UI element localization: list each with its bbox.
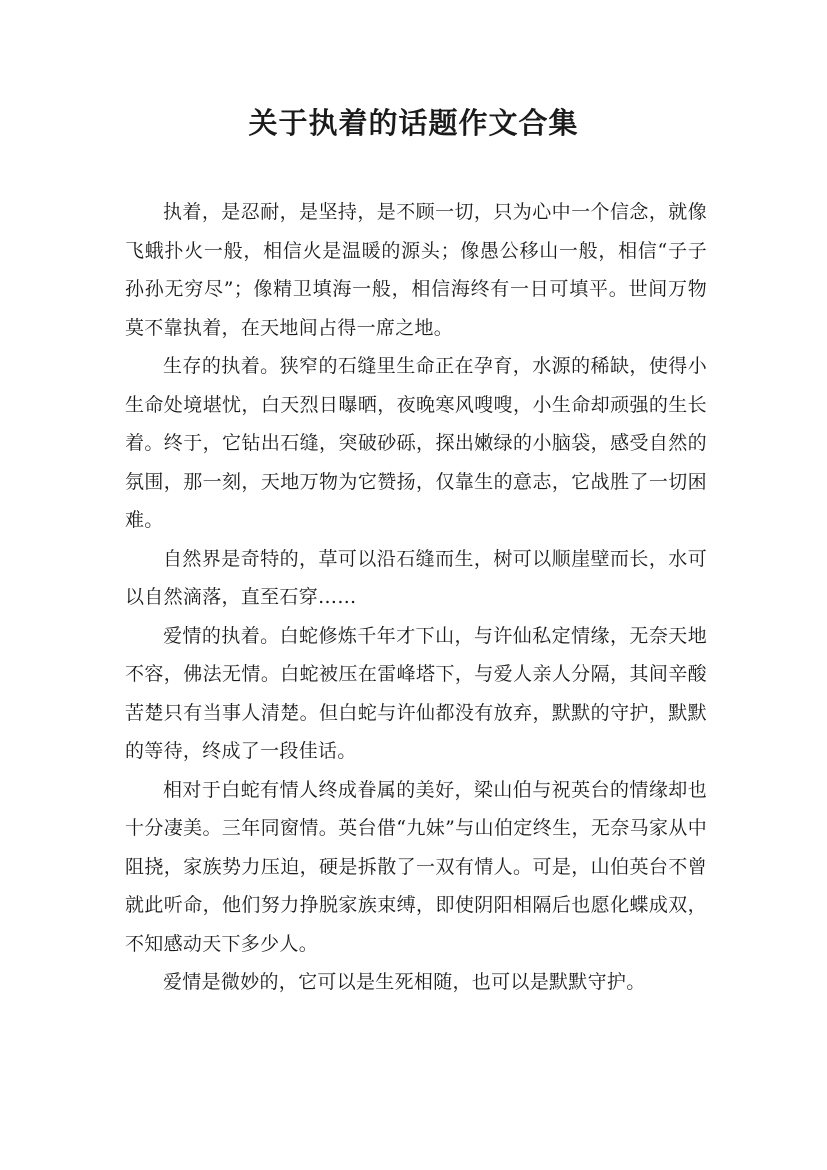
document-title: 关于执着的话题作文合集: [248, 106, 579, 140]
paragraph: 执着，是忍耐，是坚持，是不顾一切，只为心中一个信念，就像飞蛾扑火一般，相信火是温暖的源头；像愚公移山一般，相信“子子孙孙无穷尽”；像精卫填海一般，相信海终有一日可填平。世间万物莫不靠执着，在天地间占得一席之地。: [125, 201, 707, 339]
document-body: [125, 193, 707, 1002]
paragraph: 自然界是奇特的，草可以沿石缝而生，树可以顺崖壁而长，水可以自然滴落，直至石穿……: [125, 547, 707, 608]
paragraph: 爱情是微妙的，它可以是生死相随，也可以是默默守护。: [163, 971, 646, 993]
paragraph: 相对于白蛇有情人终成眷属的美好，梁山伯与祝英台的情缘却也十分凄美。三年同窗情。英台借“九妹”与山伯定终生，无奈马家从中阻挠，家族势力压迫，硬是拆散了一双有情人。可是，山伯英台不曾就此听命，他们努力挣脱家族束缚，即使阴阳相隔后也愿化蝶成双，不知感动天下多少人。: [125, 778, 707, 955]
paragraph: 爱情的执着。白蛇修炼千年才下山，与许仙私定情缘，无奈天地不容，佛法无情。白蛇被压在雷峰塔下，与爱人亲人分隔，其间辛酸苦楚只有当事人清楚。但白蛇与许仙都没有放弃，默默的守护，默默的等待，终成了一段佳话。: [125, 624, 707, 762]
paragraph: 生存的执着。狭窄的石缝里生命正在孕育，水源的稀缺，使得小生命处境堪忧，白天烈日曝晒，夜晚寒风嗖嗖，小生命却顽强的生长着。终于，它钻出石缝，突破砂砾，探出嫩绿的小脑袋，感受自然的氛围，那一刻，天地万物为它赞扬，仅靠生的意志，它战胜了一切困难。: [125, 355, 707, 531]
